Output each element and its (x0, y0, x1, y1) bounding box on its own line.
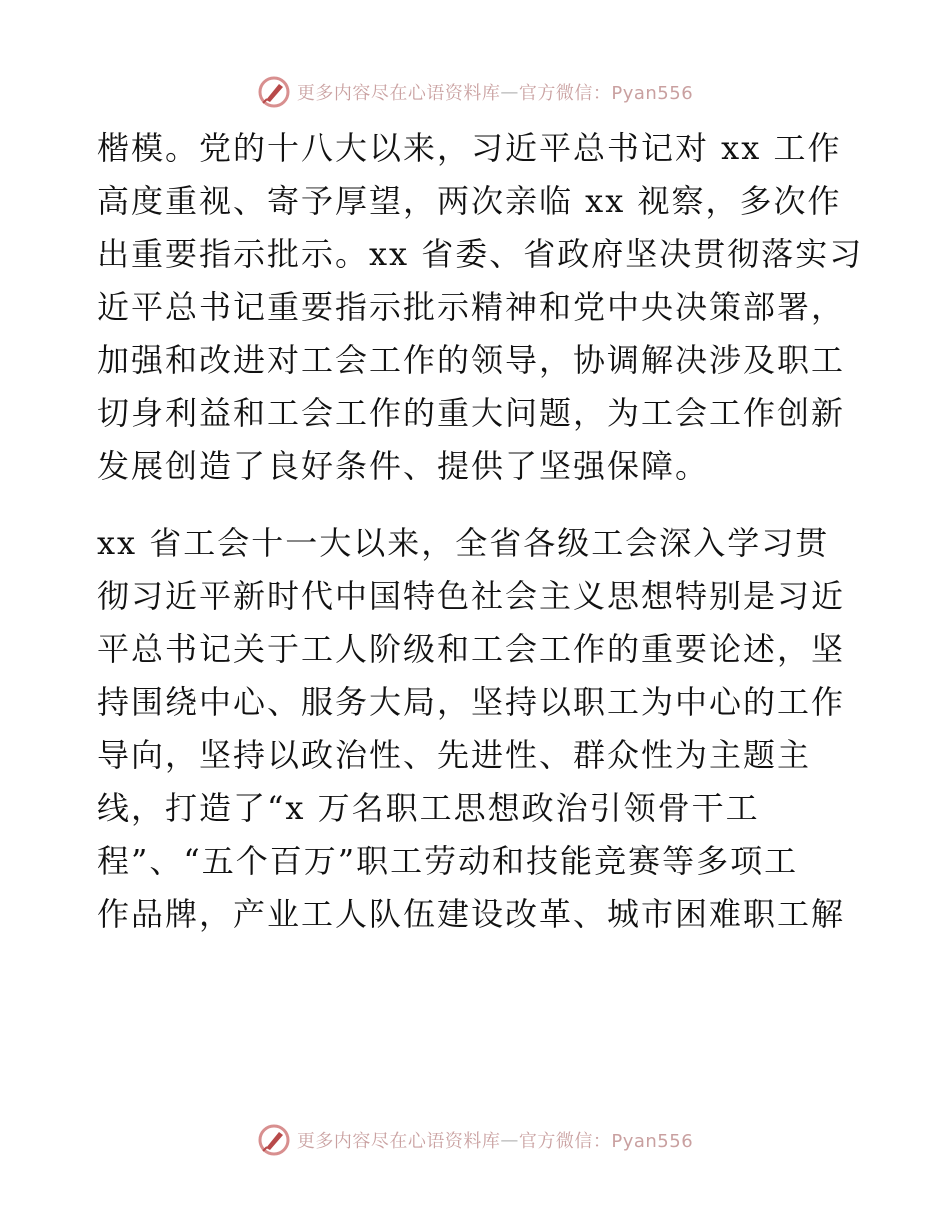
quill-logo-icon (257, 75, 291, 109)
paragraph-1 (97, 125, 864, 489)
header-watermark (0, 72, 950, 112)
text-line: 导向，坚持以政治性、先进性、群众性为主题主 (97, 736, 812, 774)
watermark-separator: — (500, 1129, 519, 1151)
text-line: 持围绕中心、服务大局，坚持以职工为中心的工作 (97, 683, 846, 721)
watermark-text: 更多内容尽在心语资料库 (296, 83, 501, 104)
watermark-account: 官方微信：Pyan556 (518, 1131, 694, 1152)
text-line: 发展创造了良好条件、提供了坚强保障。 (97, 447, 710, 485)
footer-watermark (0, 1120, 950, 1160)
text-line: xx 省工会十一大以来，全省各级工会深入学习贯 (97, 524, 830, 562)
text-line: 高度重视、寄予厚望，两次亲临 xx 视察，多次作 (97, 182, 842, 220)
paragraph-spacer (97, 496, 857, 520)
text-line: 切身利益和工会工作的重大问题，为工会工作创新 (97, 394, 846, 432)
quill-logo-icon (257, 1123, 291, 1157)
watermark-text: 更多内容尽在心语资料库 (296, 1131, 501, 1152)
text-line: 作品牌，产业工人队伍建设改革、城市困难职工解 (97, 895, 846, 933)
paragraph-2 (97, 520, 857, 937)
text-line: 出重要指示批示。xx 省委、省政府坚决贯彻落实习 (97, 235, 864, 273)
text-line: 线，打造了“x 万名职工思想政治引领骨干工 (97, 789, 760, 827)
text-line: 程”、“五个百万”职工劳动和技能竞赛等多项工 (97, 842, 799, 880)
text-line: 平总书记关于工人阶级和工会工作的重要论述，坚 (97, 630, 846, 668)
watermark-separator: — (500, 81, 519, 103)
document-body (97, 125, 864, 944)
text-line: 近平总书记重要指示批示精神和党中央决策部署， (97, 288, 846, 326)
text-line: 楷模。党的十八大以来，习近平总书记对 xx 工作 (97, 129, 842, 167)
text-line: 彻习近平新时代中国特色社会主义思想特别是习近 (97, 577, 846, 615)
watermark-account: 官方微信：Pyan556 (518, 83, 694, 104)
text-line: 加强和改进对工会工作的领导，协调解决涉及职工 (97, 341, 846, 379)
